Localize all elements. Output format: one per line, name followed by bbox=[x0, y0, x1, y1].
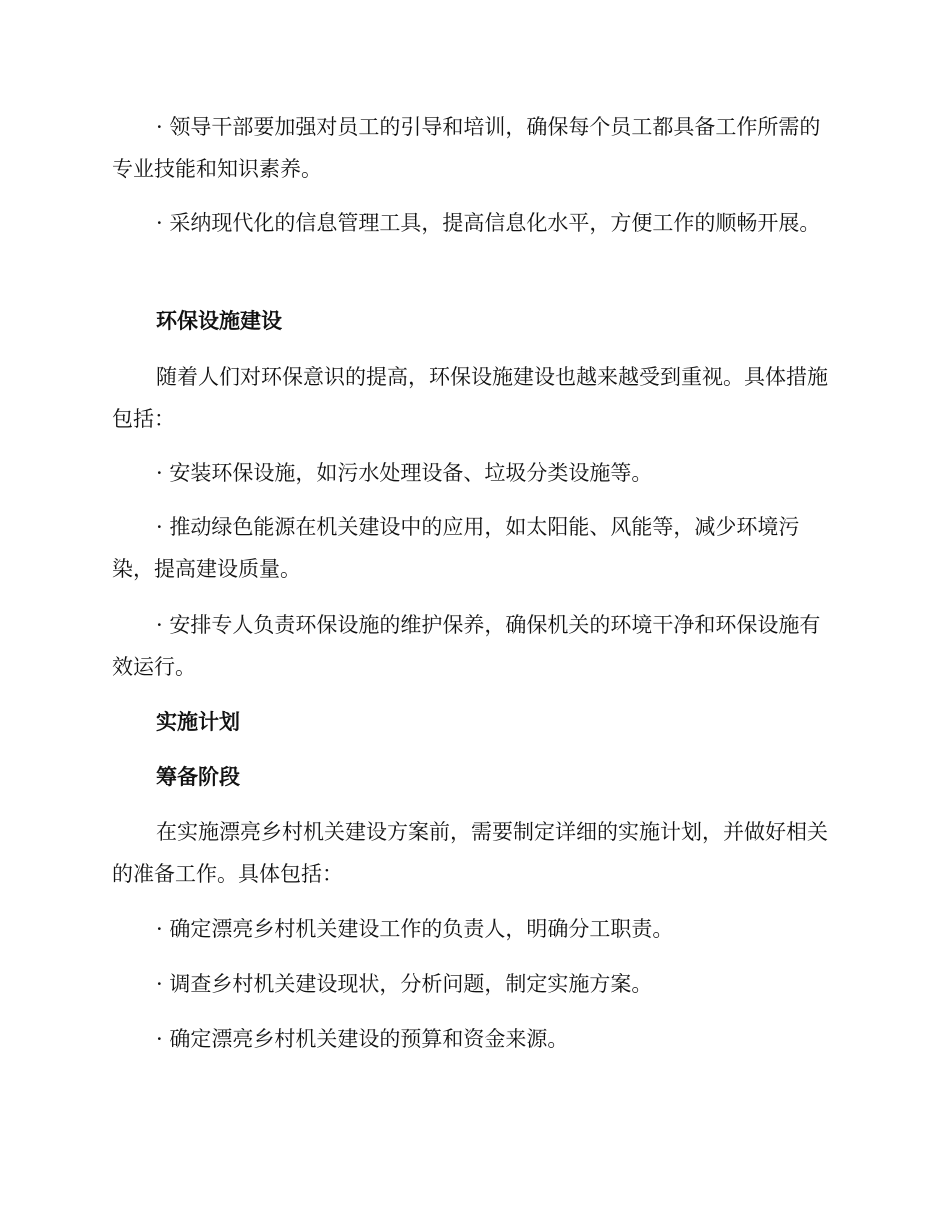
paragraph-preparation-intro: 在实施漂亮乡村机关建设方案前，需要制定详细的实施计划，并做好相关的准备工作。具体包括： bbox=[112, 820, 828, 886]
bullet-paragraph-maintenance: · 安排专人负责环保设施的维护保养，确保机关的环境干净和环保设施有效运行。 bbox=[112, 613, 821, 679]
bullet-paragraph-install-facilities: · 安装环保设施，如污水处理设备、垃圾分类设施等。 bbox=[156, 461, 653, 485]
section-heading-implementation-plan: 实施计划 bbox=[156, 709, 240, 734]
bullet-paragraph-budget: · 确定漂亮乡村机关建设的预算和资金来源。 bbox=[156, 1027, 569, 1051]
subsection-heading-preparation-stage: 筹备阶段 bbox=[156, 764, 240, 789]
bullet-paragraph-staff-training: · 领导干部要加强对员工的引导和培训，确保每个员工都具备工作所需的专业技能和知识素养。 bbox=[112, 115, 821, 181]
bullet-paragraph-green-energy: · 推动绿色能源在机关建设中的应用，如太阳能、风能等，减少环境污染，提高建设质量。 bbox=[112, 515, 800, 581]
bullet-paragraph-survey-status: · 调查乡村机关建设现状，分析问题，制定实施方案。 bbox=[156, 972, 653, 996]
bullet-paragraph-info-tools: · 采纳现代化的信息管理工具，提高信息化水平，方便工作的顺畅开展。 bbox=[156, 211, 821, 235]
bullet-paragraph-responsible-person: · 确定漂亮乡村机关建设工作的负责人，明确分工职责。 bbox=[156, 917, 674, 941]
section-heading-environment-facilities: 环保设施建设 bbox=[156, 308, 282, 333]
paragraph-environment-intro: 随着人们对环保意识的提高，环保设施建设也越来越受到重视。具体措施包括： bbox=[112, 365, 828, 431]
